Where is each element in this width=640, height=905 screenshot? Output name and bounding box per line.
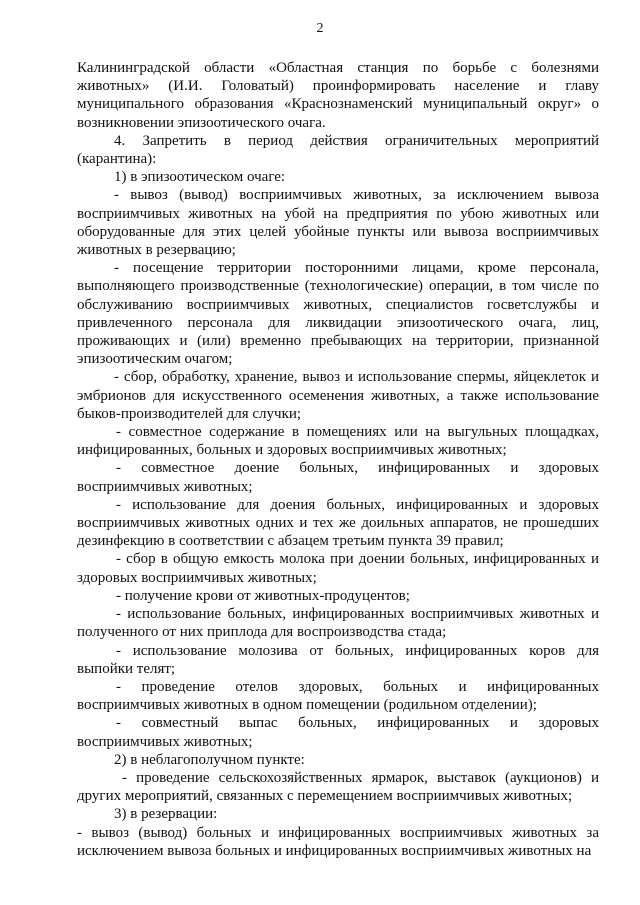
paragraph: 3) в резервации: bbox=[114, 806, 218, 823]
paragraph: - сбор в общую емкость молока при доении больных, инфицированных и здоровых восприимчивых животных; bbox=[77, 551, 599, 586]
document-body bbox=[77, 59, 599, 860]
paragraph: - совместное доение больных, инфицированных и здоровых восприимчивых животных; bbox=[77, 460, 599, 495]
paragraph: 1) в эпизоотическом очаге: bbox=[114, 169, 286, 186]
paragraph: - использование молозива от больных, инфицированных коров для выпойки телят; bbox=[77, 642, 599, 677]
paragraph: - вывоз (вывод) восприимчивых животных, за исключением вывоза восприимчивых животных на убой на предприятия по убою животных или оборудованные для этих целей убойные пункты или вывоза восприимчивых животных в резервацию; bbox=[77, 187, 599, 259]
paragraph: - посещение территории посторонними лицами, кроме персонала, выполняющего производственные (технологические) операции, в том числе по обслуживанию восприимчивых животных, специалистов госветслужбы и привлеченного персонала для ликвидации эпизоотического очага, лиц, проживающих и (или) временно пребывающих на территории, признанной эпизоотическим очагом; bbox=[77, 260, 599, 368]
paragraph: - использование для доения больных, инфицированных и здоровых восприимчивых животных одних и тех же доильных аппаратов, не прошедших дезинфекцию в соответствии с абзацем третьим пункта 39 правил; bbox=[77, 496, 599, 550]
paragraph: - проведение сельскохозяйственных ярмарок, выставок (аукционов) и других мероприятий, связанных с перемещением восприимчивых животных; bbox=[77, 769, 599, 805]
paragraph: - вывоз (вывод) больных и инфицированных восприимчивых животных за исключением вывоза больных и инфицированных восприимчивых животных на bbox=[77, 824, 599, 859]
paragraph: - совместный выпас больных, инфицированных и здоровых восприимчивых животных; bbox=[77, 715, 599, 750]
paragraph: - совместное содержание в помещениях или на выгульных площадках, инфицированных, больных и здоровых восприимчивых животных; bbox=[77, 424, 599, 459]
paragraph: - получение крови от животных-продуцентов; bbox=[116, 587, 410, 604]
paragraph: 2) в неблагополучном пункте: bbox=[114, 751, 305, 768]
page-number: 2 bbox=[316, 21, 324, 36]
paragraph: 4. Запретить в период действия ограничительных мероприятий (карантина): bbox=[77, 132, 599, 168]
paragraph: Калининградской области «Областная станция по борьбе с болезнями животных» (И.И. Головатый) проинформировать население и главу муниципального образования «Краснознаменский муниципальный округ» о возникновении эпизоотического очага. bbox=[77, 60, 599, 131]
paragraph: - сбор, обработку, хранение, вывоз и использование спермы, яйцеклеток и эмбрионов для искусственного осеменения животных, а также использование быков-производителей для случки; bbox=[77, 369, 599, 422]
paragraph: - проведение отелов здоровых, больных и инфицированных восприимчивых животных в одном помещении (родильном отделении); bbox=[77, 678, 599, 714]
paragraph: - использование больных, инфицированных восприимчивых животных и полученного от них приплода для воспроизводства стада; bbox=[77, 606, 599, 641]
